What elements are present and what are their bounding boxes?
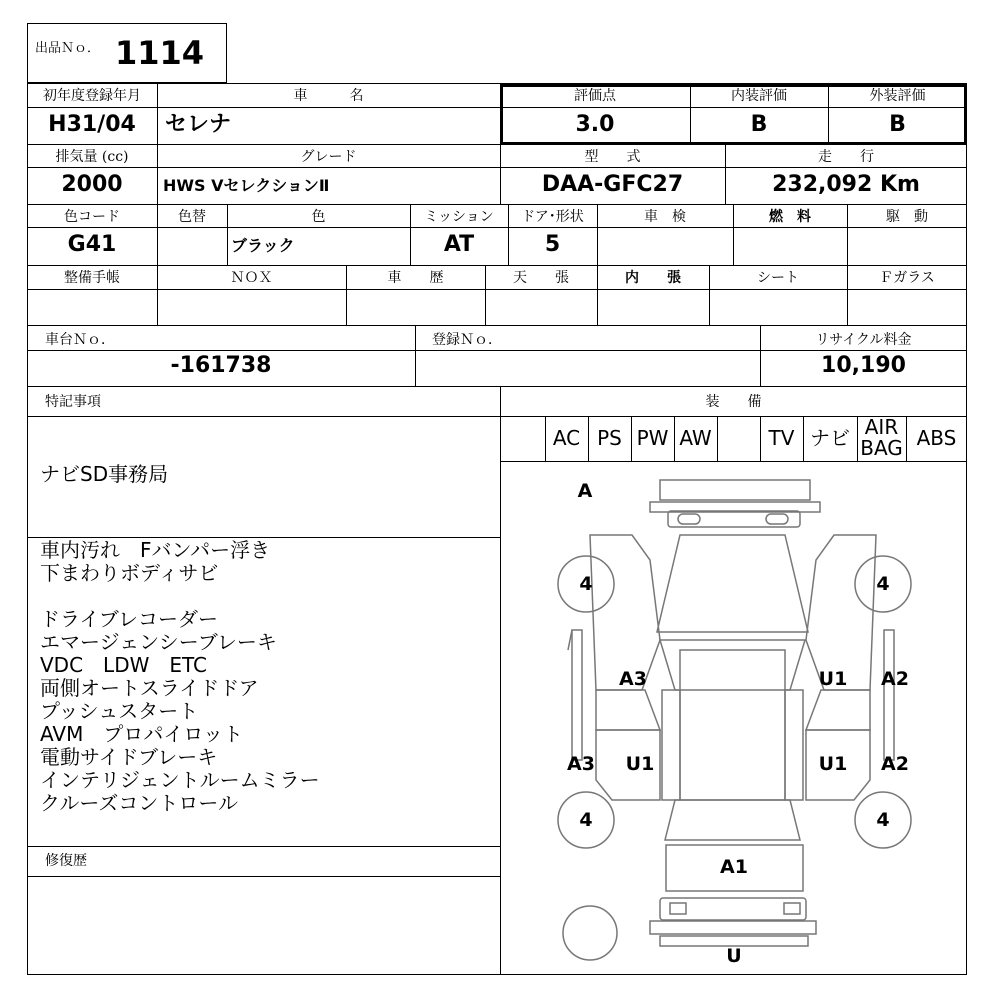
equip-ps: PS [597,426,622,450]
mileage-value: 232,092 Km [772,172,920,197]
damage-mark: 4 [579,809,593,831]
color-label: 色 [311,209,326,225]
damage-mark: 4 [579,573,593,595]
colorcode-label: 色コード [64,209,120,225]
equipment-label: 装 備 [705,394,762,410]
damage-mark: U1 [818,753,848,775]
lot-number: 1114 [115,34,205,72]
roof-label: 天 張 [513,270,569,286]
cc-value: 2000 [61,172,123,197]
reg-label: 初年度登録年月 [43,88,141,104]
score-value: 3.0 [575,112,615,137]
door-label: ドア･形状 [521,209,584,225]
inner-label: 内 張 [625,270,681,286]
service-label: 整備手帳 [64,270,120,286]
notes-item: 車内汚れ Fバンパー浮き [40,538,271,562]
damage-mark: U1 [625,753,655,775]
grade-value: HWS VセレクションⅡ [163,176,330,195]
recycle-label: リサイクル料金 [815,332,912,348]
damage-mark: A3 [619,668,647,690]
notes-item: 下まわりボディサビ [40,561,219,585]
car-name-value: セレナ [165,112,232,137]
notes-label: 特記事項 [45,394,101,410]
color-value: ブラック [231,236,295,255]
equip-navi: ナビ [810,426,850,450]
repaint-label: 色替 [178,209,206,225]
chassis-value: -161738 [170,353,272,378]
notes-item: VDC LDW ETC [40,653,208,677]
door-value: 5 [544,232,561,257]
equip-abs: ABS [916,426,957,450]
interior-label: 内装評価 [731,88,787,104]
glass-label: Ｆガラス [879,270,935,286]
equip-pw: PW [636,426,669,450]
inspection-label: 車 検 [644,209,686,225]
history-label: 車 歴 [387,270,444,286]
model-value: DAA-GFC27 [541,172,684,197]
notes-item: エマージェンシーブレーキ [40,630,277,654]
damage-mark: 4 [876,809,890,831]
mission-label: ミッション [424,209,494,225]
mileage-label: 走 行 [818,149,874,165]
damage-mark: A1 [720,856,748,878]
drive-label: 駆 動 [886,209,928,225]
notes-item: クルーズコントロール [40,791,238,815]
notes-item [40,585,320,608]
nox-label: ＮＯＸ [230,270,273,286]
damage-mark: U1 [818,668,848,690]
interior-value: B [750,112,768,137]
regno-label: 登録Ｎｏ． [432,332,502,348]
notes-item: AVM プロパイロット [40,722,243,746]
equip-tv: TV [768,426,795,450]
repair-label: 修復歴 [45,853,87,869]
colorcode-value: G41 [67,232,117,257]
recycle-value: 10,190 [821,353,906,378]
score-label: 評価点 [574,88,616,104]
reg-value: H31/04 [48,112,136,137]
model-label: 型 式 [584,149,641,165]
damage-mark: A2 [881,668,909,690]
fuel-label: 燃 料 [769,209,811,225]
equip-aw: AW [679,426,712,450]
damage-mark: 4 [876,573,890,595]
notes-item: 両側オートスライドドア [40,676,259,700]
chassis-label: 車台Ｎｏ． [45,332,115,348]
exterior-value: B [889,112,906,137]
mission-value: AT [443,232,475,257]
notes-line-1: ナビSD事務局 [40,462,169,486]
notes-item: プッシュスタート [40,699,199,723]
equip-ac: AC [552,426,581,450]
car-damage-diagram [501,462,966,974]
notes-item: 電動サイドブレーキ [40,745,218,769]
notes-item: インテリジェントルームミラー [40,768,320,792]
grade-label: グレード [300,149,357,165]
equip-airbag: AIR BAG [860,415,903,460]
damage-mark: U [726,945,742,967]
damage-mark: A3 [567,753,595,775]
damage-mark: A2 [881,753,909,775]
car-name-label: 車 名 [293,88,364,104]
notes-list [40,539,320,815]
notes-item: ドライブレコーダー [40,607,218,631]
seat-label: シート [757,270,799,286]
lot-label: 出品Ｎｏ． [35,41,101,56]
damage-mark: A [577,480,593,502]
cc-label: 排気量 (cc) [55,149,129,165]
exterior-label: 外装評価 [869,88,926,104]
